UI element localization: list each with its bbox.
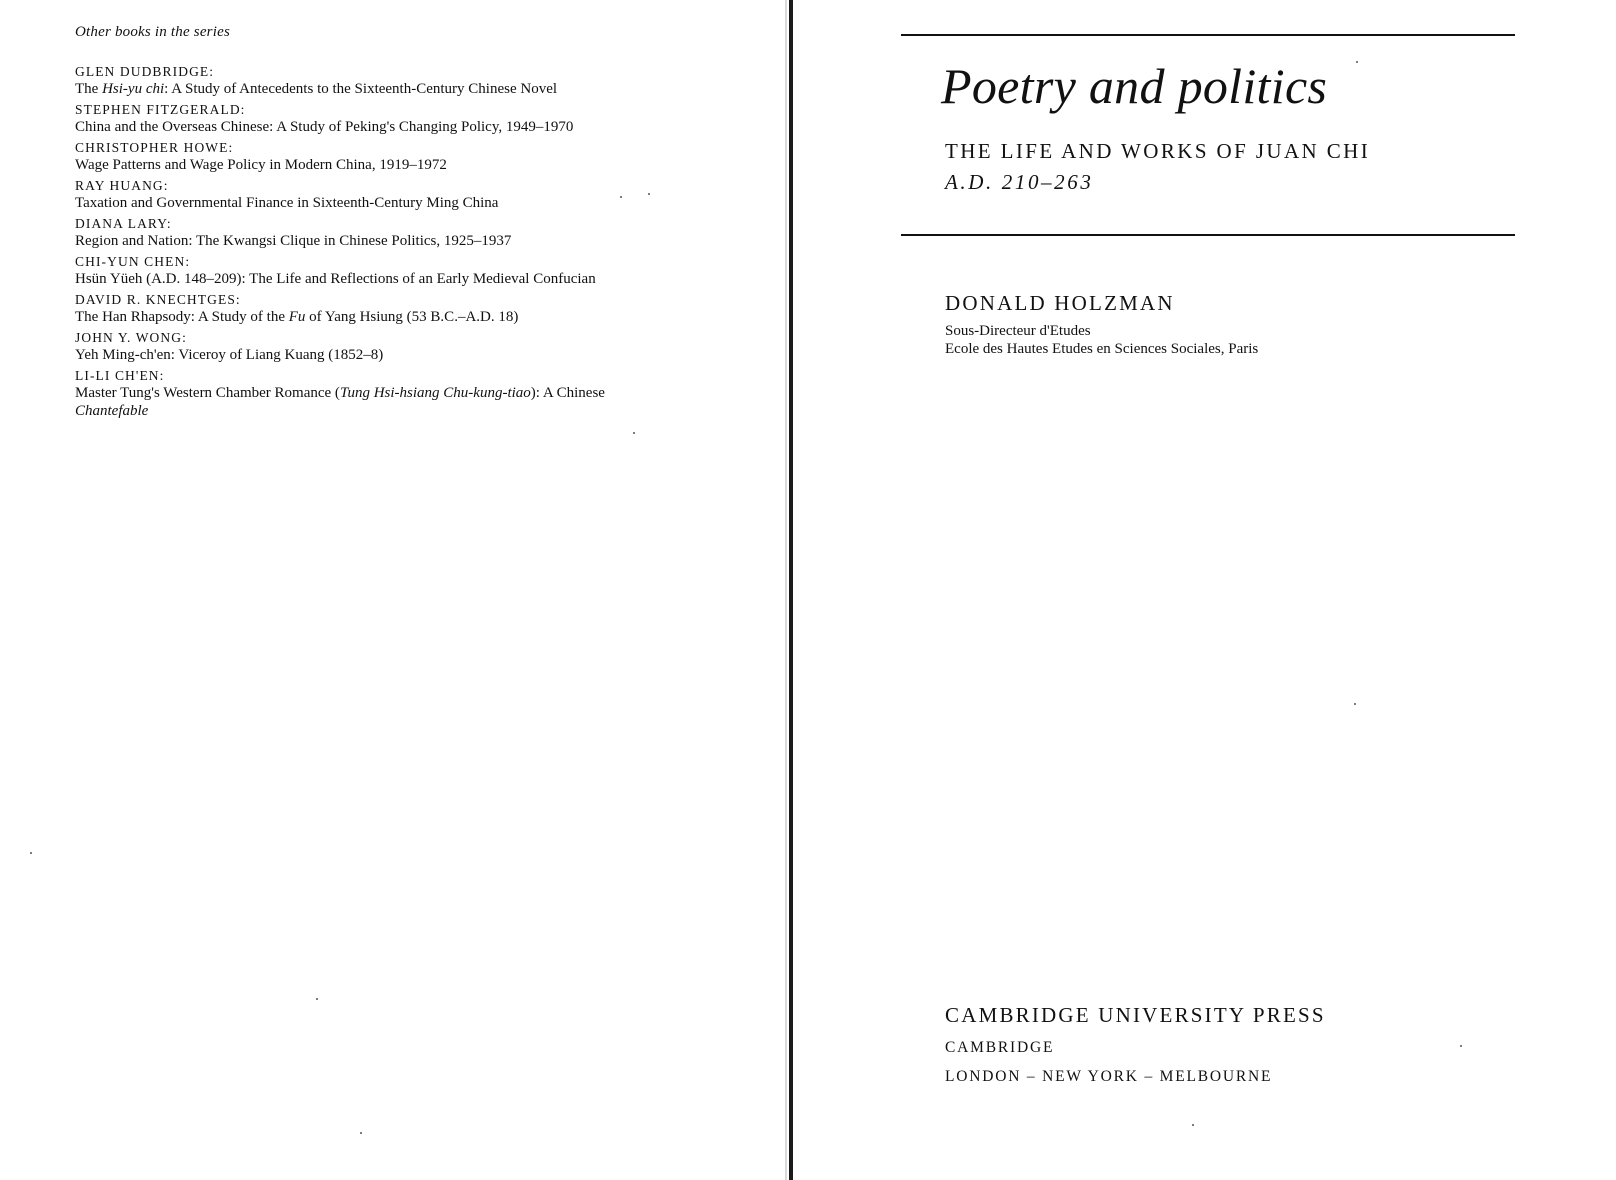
entry-title: Wage Patterns and Wage Policy in Modern China, 1919–1972 [75,157,447,173]
scan-speck [1356,61,1358,63]
bottom-rule [901,234,1515,236]
series-heading: Other books in the series [75,24,230,40]
list-item [75,291,655,326]
list-item [75,63,655,98]
entry-author: CHI-YUN CHEN: [75,254,191,269]
entry-author: JOHN Y. WONG: [75,330,187,345]
entry-title: China and the Overseas Chinese: A Study of Peking's Changing Policy, 1949–1970 [75,119,574,135]
series-list [75,63,655,423]
entry-author: RAY HUANG: [75,178,169,193]
publisher-cities: LONDON – NEW YORK – MELBOURNE [945,1068,1273,1085]
publisher-name: CAMBRIDGE UNIVERSITY PRESS [945,1003,1326,1027]
scan-speck [633,432,635,434]
list-item [75,177,655,212]
scan-speck [30,852,32,854]
list-item [75,101,655,136]
author-name: DONALD HOLZMAN [945,291,1175,315]
list-item [75,139,655,174]
book-dates: A.D. 210–263 [945,170,1094,194]
entry-author: CHRISTOPHER HOWE: [75,140,234,155]
list-item [75,367,655,420]
entry-title: Region and Nation: The Kwangsi Clique in Chinese Politics, 1925–1937 [75,233,512,249]
author-affiliation-institution: Ecole des Hautes Etudes en Sciences Sociales, Paris [945,341,1259,357]
entry-author: DAVID R. KNECHTGES: [75,292,241,307]
title-page [800,0,1616,1180]
list-item [75,329,655,364]
entry-author: DIANA LARY: [75,216,172,231]
scan-speck [620,196,622,198]
entry-title: Taxation and Governmental Finance in Sixteenth-Century Ming China [75,195,499,211]
entry-author: STEPHEN FITZGERALD: [75,102,246,117]
list-item [75,253,655,288]
scan-speck [1192,1124,1194,1126]
gutter-shadow [785,0,787,1180]
book-gutter [789,0,793,1180]
book-title: Poetry and politics [941,58,1328,114]
entry-title: The Hsi-yu chi: A Study of Antecedents to the Sixteenth-Century Chinese Novel [75,81,558,97]
scan-speck [1354,703,1356,705]
entry-title: Hsün Yüeh (A.D. 148–209): The Life and Reflections of an Early Medieval Confucian [75,271,596,287]
entry-title: The Han Rhapsody: A Study of the Fu of Yang Hsiung (53 B.C.–A.D. 18) [75,309,519,325]
entry-title: Yeh Ming-ch'en: Viceroy of Liang Kuang (1852–8) [75,347,384,363]
entry-author: LI-LI CH'EN: [75,368,165,383]
entry-author: GLEN DUDBRIDGE: [75,64,215,79]
list-item [75,215,655,250]
book-subtitle: THE LIFE AND WORKS OF JUAN CHI [945,139,1371,163]
left-page [0,0,790,1180]
entry-title: Master Tung's Western Chamber Romance (Tung Hsi-hsiang Chu-kung-tiao): A Chinese Chantefable [75,385,605,419]
scan-speck [316,998,318,1000]
top-rule [901,34,1515,36]
publisher-city: CAMBRIDGE [945,1039,1055,1056]
scan-speck [1460,1045,1462,1047]
scan-speck [648,193,650,195]
scan-speck [360,1132,362,1134]
author-affiliation-title: Sous-Directeur d'Etudes [945,323,1091,339]
